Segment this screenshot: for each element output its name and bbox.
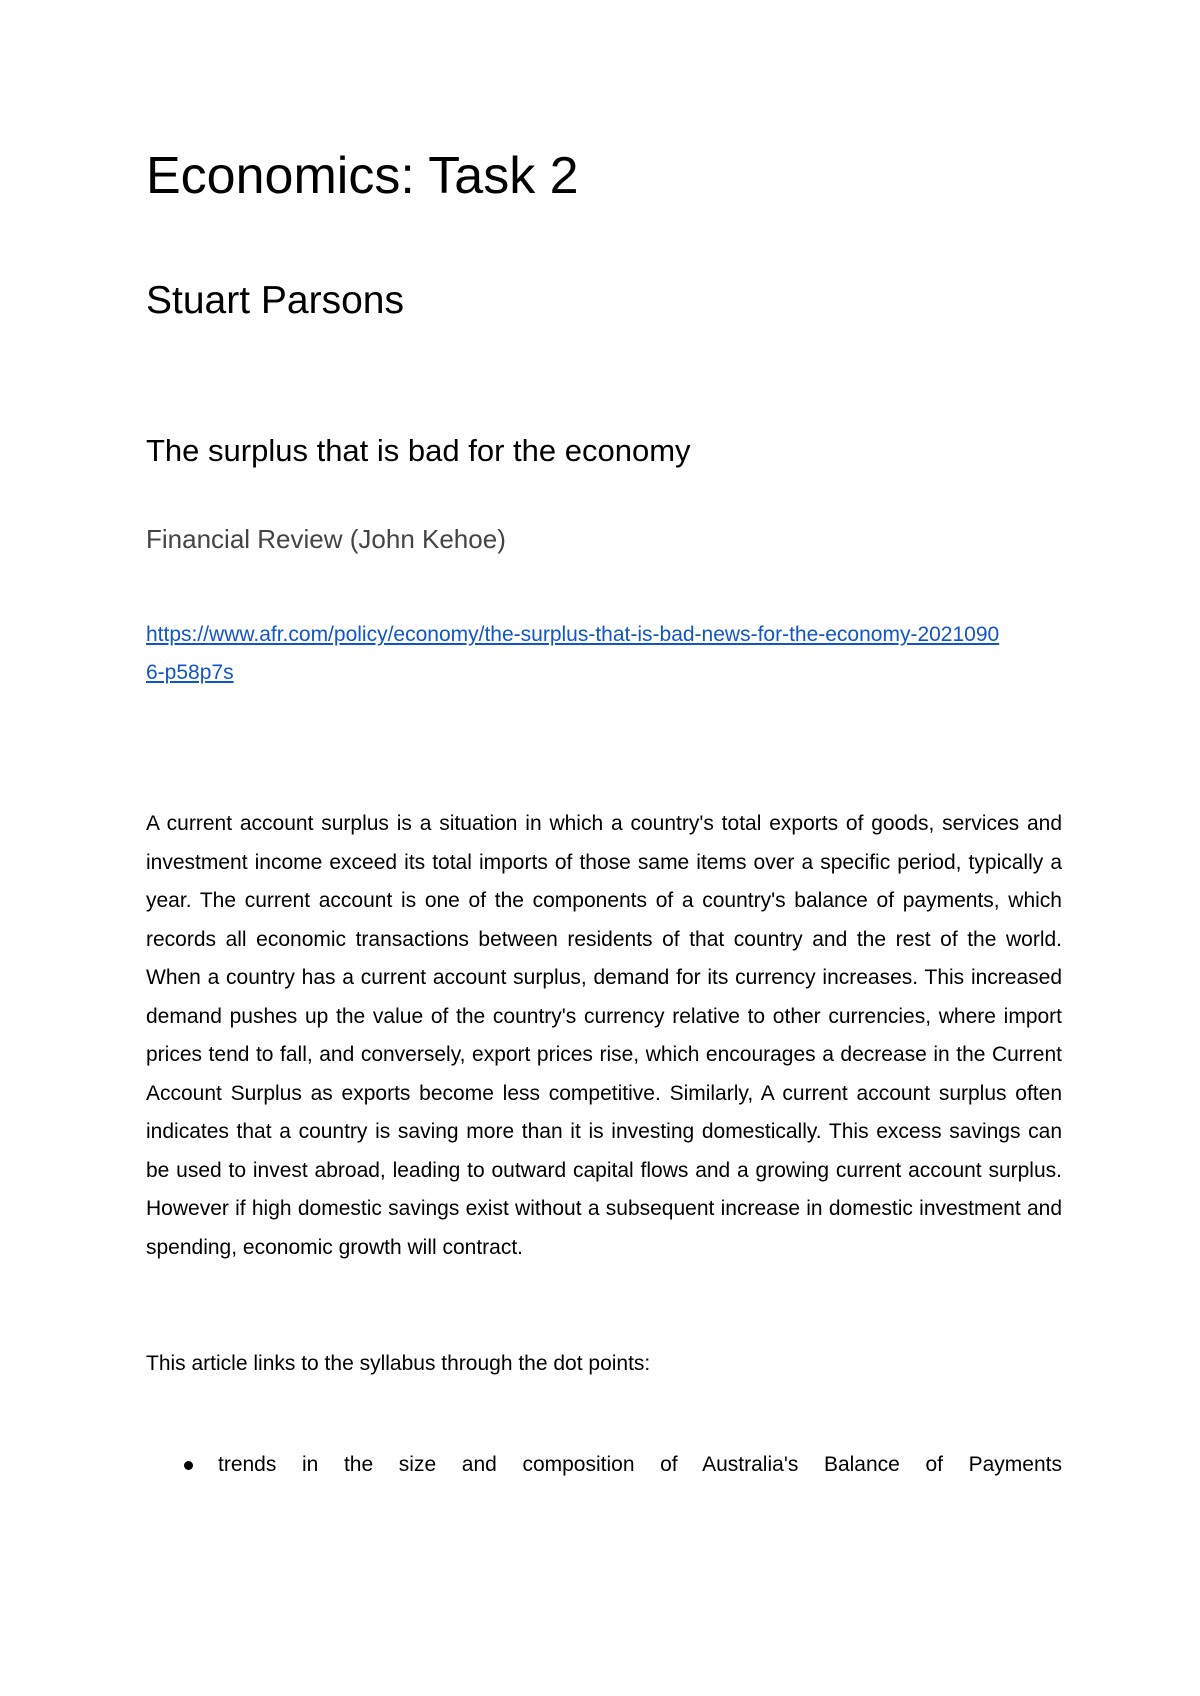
list-item bbox=[146, 1446, 1062, 1484]
article-source: Financial Review (John Kehoe) bbox=[146, 524, 506, 554]
bullet-dot-icon bbox=[184, 1461, 193, 1470]
syllabus-bullet-list bbox=[146, 1446, 1062, 1484]
article-link[interactable]: https://www.afr.com/policy/economy/the-surplus-that-is-bad-news-for-the-economy-20210906-p58p7s bbox=[146, 623, 1000, 684]
article-title: The surplus that is bad for the economy bbox=[146, 433, 691, 468]
author-name: Stuart Parsons bbox=[146, 279, 404, 322]
body-paragraph: A current account surplus is a situation in which a country's total exports of goods, services and investment income exceed its total imports of those same items over a specific period, typically a year. The current account is one of the components of a country's balance of payments, which records all economic transactions between residents of that country and the rest of the world. When a country has a current account surplus, demand for its currency increases. This increased demand pushes up the value of the country's currency relative to other currencies, where import prices tend to fall, and conversely, export prices rise, which encourages a decrease in the Current Account Surplus as exports become less competitive. Similarly, A current account surplus often indicates that a country is saving more than it is investing domestically. This excess savings can be used to invest abroad, leading to outward capital flows and a growing current account surplus. However if high domestic savings exist without a subsequent increase in domestic investment and spending, economic growth will contract. bbox=[146, 812, 1062, 1259]
document-title: Economics: Task 2 bbox=[146, 147, 579, 205]
list-item-text: trends in the size and composition of Australia's Balance of Payments bbox=[218, 1453, 1062, 1476]
syllabus-intro: This article links to the syllabus through the dot points: bbox=[146, 1352, 651, 1375]
